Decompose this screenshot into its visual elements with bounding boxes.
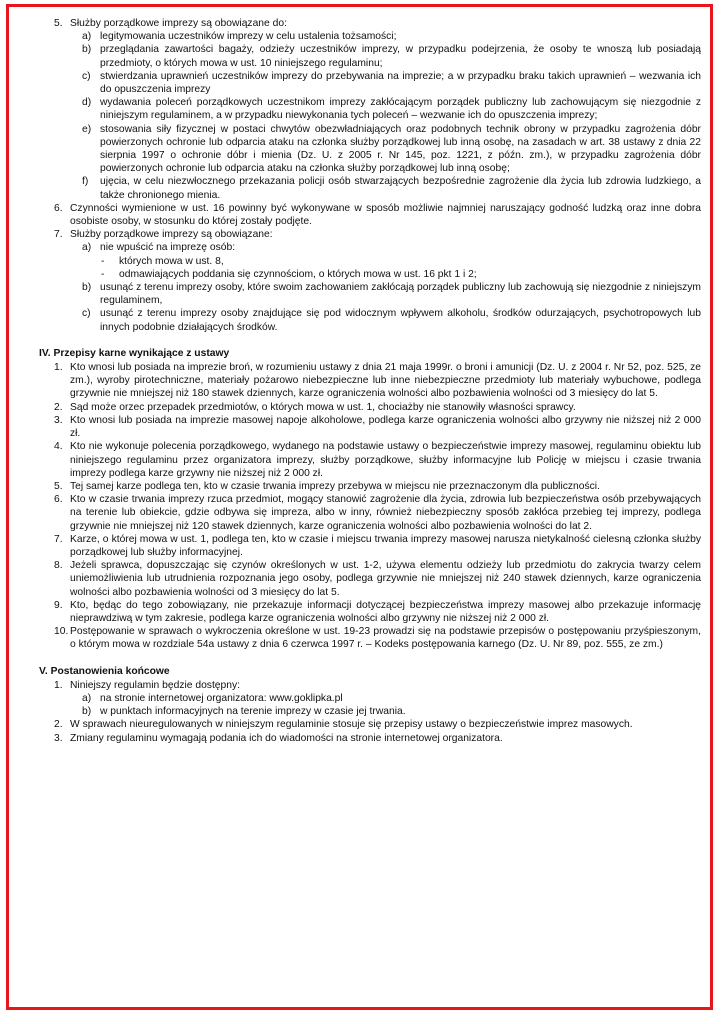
sub-list-item bbox=[82, 281, 701, 307]
section-5-heading: V. Postanowienia końcowe bbox=[39, 665, 170, 677]
spacer bbox=[39, 652, 701, 665]
item-text: Niniejszy regulamin będzie dostępny: bbox=[70, 679, 240, 691]
item-text: Kto wnosi lub posiada na imprezie broń, w rozumieniu ustawy z dnia 21 maja 1999r. o broni i amunicji (Dz. U. z 2004 r. Nr 52, poz. 525, ze zm.), wyroby pirotechniczne, materiały pożarowo niebezpieczne lub inne niebezpieczne przedmioty lub materiały wybuchowe, podlega grzywnie nie mniejszej niż 180 stawek dziennych, karze ograniczenia wolności albo pozbawienia wolności od 3 miesięcy do lat 5. bbox=[70, 362, 701, 400]
sub-list-item bbox=[82, 241, 701, 254]
item-text: stwierdzania uprawnień uczestników imprezy do przebywania na imprezie; a w przypadku braku takich uprawnień – wezwania ich do opuszczenia imprezy bbox=[100, 70, 701, 96]
item-number: 3. bbox=[54, 732, 63, 744]
list-item bbox=[54, 202, 701, 228]
item-number: - bbox=[101, 268, 105, 280]
item-text: W sprawach nieuregulowanych w niniejszym regulaminie stosuje się przepisy ustawy o bezpieczeństwie imprez masowych. bbox=[70, 719, 633, 731]
item-text: Tej samej karze podlega ten, kto w czasie trwania imprezy przebywa w miejscu nie przeznaczonym dla publiczności. bbox=[70, 480, 600, 492]
list-item bbox=[54, 533, 701, 559]
item-number: 8. bbox=[54, 560, 63, 572]
item-text: Jeżeli sprawca, dopuszczając się czynów określonych w ust. 1-2, używa elementu odzieży lub przedmiotu do zakrycia twarzy celem uniemożliwienia lub utrudnienia rozpoznania jego osoby, podlega grzywnie nie mniejszej niż 240 stawek dziennych, karze ograniczenia wolności albo pozbawienia wolności od 3 miesięcy do lat 5. bbox=[70, 560, 701, 598]
item-number: a) bbox=[82, 242, 92, 254]
item-number: b) bbox=[82, 706, 92, 718]
item-number: 2. bbox=[54, 401, 63, 413]
item-number: - bbox=[101, 255, 105, 267]
item-text: stosowania siły fizycznej w postaci chwytów obezwładniających oraz podobnych technik obrony w przypadku zagrożenia dóbr powierzonych ochronie lub odparcia ataku na członka służby porządkowej lub inną osobę, na zasadach w art. 38 ustawy z dnia 22 sierpnia 1997 o ochronie dóbr i mienia (Dz. U. z 2005 r. Nr 145, poz. 1221, z późn. zm.), w przypadku zagrożenia dóbr powierzonych ochronie lub odparcia ataku na członka służby porządkowej lub inną osobę; bbox=[100, 123, 701, 175]
section-3-continued bbox=[39, 17, 701, 334]
list-item bbox=[54, 625, 701, 651]
item-text: Służby porządkowe imprezy są obowiązane: bbox=[70, 229, 273, 241]
item-number: c) bbox=[82, 70, 91, 82]
item-number: b) bbox=[82, 282, 92, 294]
item-text: Kto nie wykonuje polecenia porządkowego, wydanego na podstawie ustawy o bezpieczeństwie imprezy masowej, regulaminu obiektu lub niniejszego regulaminu przez organizatora imprezy, służby porządkowe, służby informacyjne lub Policję w miejscu i czasie trwania imprezy podlega karze grzywny nie niższej niż 2 000 zł. bbox=[70, 441, 701, 479]
list-item bbox=[54, 493, 701, 533]
list-item bbox=[54, 599, 701, 625]
item-number: 5. bbox=[54, 18, 63, 29]
item-text: odmawiających poddania się czynnościom, o których mowa w ust. 16 pkt 1 i 2; bbox=[119, 268, 477, 280]
item-text: w punktach informacyjnych na terenie imprezy w czasie jej trwania. bbox=[100, 706, 406, 718]
item-text: których mowa w ust. 8, bbox=[119, 255, 224, 267]
item-number: 9. bbox=[54, 599, 63, 611]
item-text: Kto, będąc do tego zobowiązany, nie przekazuje informacji dotyczącej bezpieczeństwa imprezy masowej albo przekazuje informację nieprawdziwą w tym zakresie, podlega karze ograniczenia wolności albo grzywny nie niższej niż 2 000 zł. bbox=[70, 599, 701, 624]
item-text: przeglądania zawartości bagaży, odzieży uczestników imprezy, w przypadku podejrzenia, że osoby te wnoszą lub posiadają przedmioty, o których mowa w ust. 10 niniejszego regulaminu; bbox=[100, 44, 701, 69]
sub-list-item bbox=[82, 692, 701, 705]
section-4-heading: IV. Przepisy karne wynikające z ustawy bbox=[39, 347, 230, 359]
item-text: usunąć z terenu imprezy osoby, które swoim zachowaniem zakłócają porządek publiczny lub zachowują się niezgodnie z niniejszym regulaminem, bbox=[100, 282, 701, 307]
list-item bbox=[54, 401, 701, 414]
item-number: 6. bbox=[54, 494, 63, 506]
item-number: 7. bbox=[54, 229, 63, 241]
sub-list-item bbox=[82, 96, 701, 122]
item-number: 1. bbox=[54, 679, 63, 691]
sub-list-item bbox=[82, 43, 701, 69]
item-number: c) bbox=[82, 308, 91, 320]
list-item bbox=[54, 361, 701, 401]
sub-list-item bbox=[82, 175, 701, 201]
item-number: 5. bbox=[54, 480, 63, 492]
item-number: 7. bbox=[54, 533, 63, 545]
item-text: Sąd może orzec przepadek przedmiotów, o których mowa w ust. 1, chociażby nie stanowiły własności sprawcy. bbox=[70, 401, 576, 413]
item-number: a) bbox=[82, 692, 92, 704]
item-text: legitymowania uczestników imprezy w celu ustalenia tożsamości; bbox=[100, 31, 397, 43]
item-text: Kto wnosi lub posiada na imprezie masowej napoje alkoholowe, podlega karze ograniczenia wolności albo grzywny nie niższej niż 2 000 zł. bbox=[70, 414, 701, 440]
item-text: na stronie internetowej organizatora: www.goklipka.pl bbox=[100, 692, 343, 704]
sub-list-item bbox=[82, 123, 701, 176]
list-item bbox=[54, 228, 701, 241]
sub-sub-list-item bbox=[101, 255, 701, 268]
item-number: a) bbox=[82, 31, 92, 43]
item-number: f) bbox=[82, 176, 89, 188]
item-number: 6. bbox=[54, 202, 63, 214]
page-border bbox=[6, 4, 713, 1010]
section-5-list bbox=[39, 679, 701, 745]
item-text: Postępowanie w sprawach o wykroczenia określone w ust. 19-23 prowadzi się na podstawie przepisów o postępowaniu przyśpieszonym, o którym mowa w rozdziale 54a ustawy z dnia 6 czerwca 1997 r. – Kodeks postępowania karnego (Dz. U. Nr 89, poz. 555, ze zm.) bbox=[70, 626, 701, 651]
sub-list-item bbox=[82, 30, 701, 43]
sub-sub-list-item bbox=[101, 268, 701, 281]
list-item bbox=[54, 414, 701, 440]
item-number: 4. bbox=[54, 441, 63, 453]
item-number: 10. bbox=[54, 626, 69, 638]
list-item bbox=[54, 718, 701, 731]
list-item bbox=[54, 679, 701, 692]
item-text: Kto w czasie trwania imprezy rzuca przedmiot, mogący stanowić zagrożenie dla życia, zdrowia lub bezpieczeństwa osób przebywających na terenie lub obiekcie, gdzie odbywa się impreza, albo w inny, również niebezpieczny sposób zakłóca przebieg tej imprezy, podlega grzywnie nie mniejszej niż 120 stawek dziennych, karze ograniczenia wolności albo pozbawienia wolności do lat 2. bbox=[70, 494, 701, 532]
item-number: d) bbox=[82, 97, 92, 109]
item-number: 3. bbox=[54, 414, 63, 426]
item-text: ujęcia, w celu niezwłocznego przekazania policji osób stwarzających bezpośrednie zagrożenie dla życia lub zdrowia ludzkiego, a także chronionego mienia. bbox=[100, 176, 701, 201]
item-text: Czynności wymienione w ust. 16 powinny być wykonywane w sposób możliwie najmniej naruszający godność ludzką oraz inne dobra osobiste osoby, w stosunku do której zostały podjęte. bbox=[70, 202, 701, 228]
list-item bbox=[54, 559, 701, 599]
sub-list-item bbox=[82, 307, 701, 333]
item-text: Zmiany regulaminu wymagają podania ich do wiadomości na stronie internetowej organizatora. bbox=[70, 732, 503, 744]
list-item bbox=[54, 440, 701, 480]
sub-list-item bbox=[82, 70, 701, 96]
item-text: usunąć z terenu imprezy osoby znajdujące się pod widocznym wpływem alkoholu, środków odurzających, psychotropowych lub innych podobnie działających środków. bbox=[100, 308, 701, 333]
item-text: Służby porządkowe imprezy są obowiązane do: bbox=[70, 18, 287, 29]
list-item bbox=[54, 17, 701, 30]
list-item bbox=[54, 480, 701, 493]
section-4-list bbox=[39, 361, 701, 651]
item-number: e) bbox=[82, 123, 92, 135]
item-number: 1. bbox=[54, 362, 63, 374]
item-text: Karze, o której mowa w ust. 1, podlega ten, kto w czasie i miejscu trwania imprezy masowej narusza nietykalność cielesną członka służby porządkowej lub służby informacyjnej. bbox=[70, 533, 701, 558]
spacer bbox=[39, 334, 701, 347]
item-text: wydawania poleceń porządkowych uczestnikom imprezy zakłócającym porządek publiczny lub zachowującym się niezgodnie z niniejszym regulaminem, a w przypadku niewykonania tych poleceń – wezwanie ich do opuszczenia imprezy; bbox=[100, 97, 701, 122]
list-item bbox=[54, 732, 701, 745]
item-text: nie wpuścić na imprezę osób: bbox=[100, 242, 236, 254]
item-number: b) bbox=[82, 44, 92, 56]
sub-list-item bbox=[82, 705, 701, 718]
document-body bbox=[39, 17, 701, 745]
item-number: 2. bbox=[54, 719, 63, 731]
